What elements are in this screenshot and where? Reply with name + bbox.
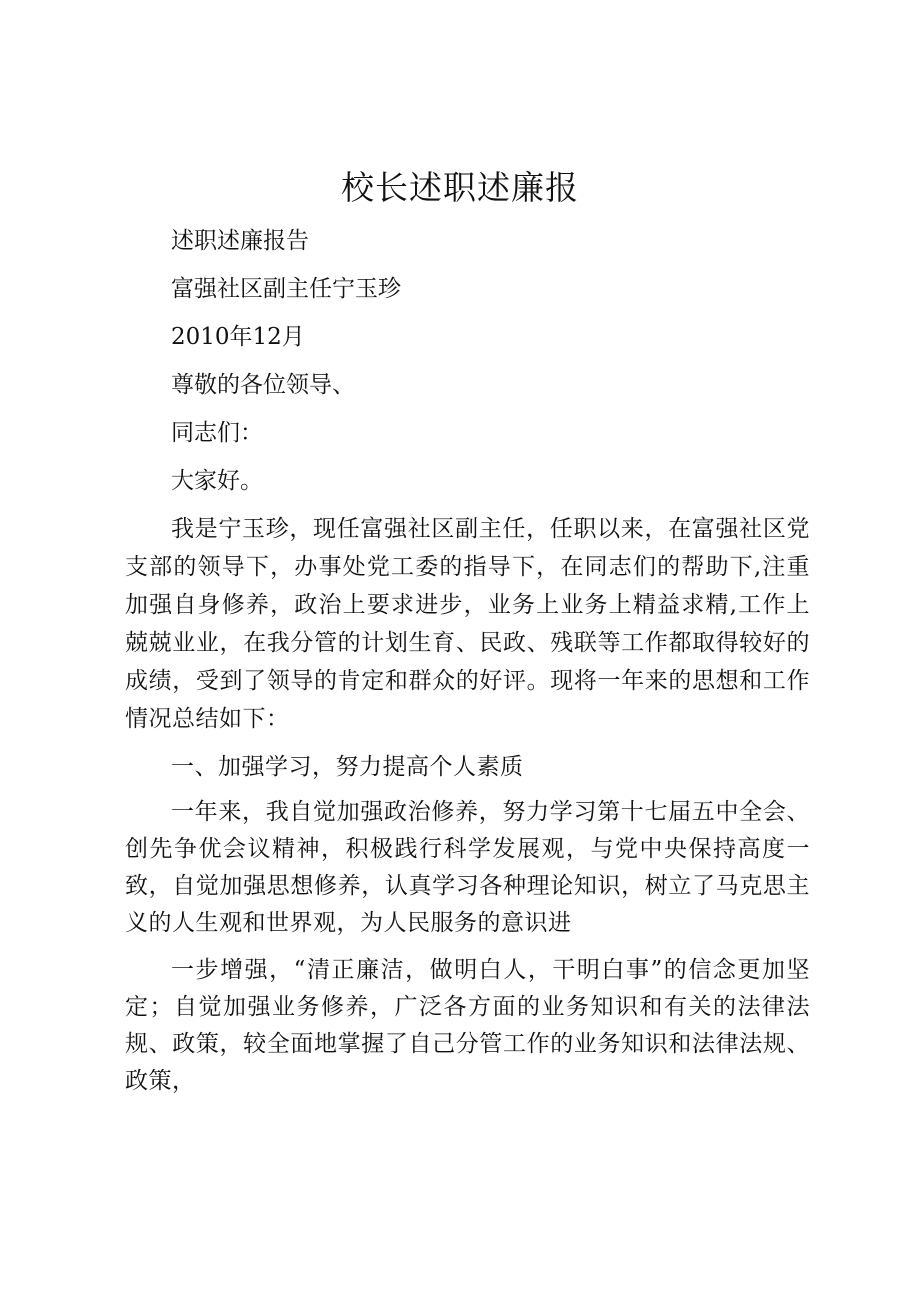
document-body xyxy=(125,222,810,1100)
document-title: 校长述职述廉报 xyxy=(341,168,579,207)
section-heading: 一、加强学习，努力提高个人素质 xyxy=(171,754,524,780)
report-subtitle: 述职述廉报告 xyxy=(171,228,309,254)
salutation-line-2: 同志们： xyxy=(171,420,263,446)
body-paragraph: 我是宁玉珍，现任富强社区副主任，任职以来，在富强社区党支部的领导下，办事处党工委的指导下，在同志们的帮助下,注重加强自身修养，政治上要求进步，业务上业务上精益求精,工作上兢兢业业，在我分管的计划生育、民政、残联等工作都取得较好的成绩，受到了领导的肯定和群众的好评。现将一年来的思想和工作情况总结如下： xyxy=(125,516,810,732)
greeting-line: 大家好。 xyxy=(171,468,263,494)
body-paragraph: 一年来，我自觉加强政治修养，努力学习第十七届五中全会、创先争优会议精神，积极践行科学发展观，与党中央保持高度一致，自觉加强思想修养，认真学习各种理论知识，树立了马克思主义的人生观和世界观，为人民服务的意识进 xyxy=(125,799,810,936)
date-line: 2010年12月 xyxy=(171,324,305,350)
body-paragraph: 一步增强，“清正廉洁，做明白人，干明白事”的信念更加坚定；自觉加强业务修养，广泛各方面的业务知识和有关的法律法规、政策，较全面地掌握了自己分管工作的业务知识和法律法规、政策， xyxy=(125,957,810,1094)
author-line: 富强社区副主任宁玉珍 xyxy=(171,276,401,302)
salutation-line-1: 尊敬的各位领导、 xyxy=(171,372,355,398)
